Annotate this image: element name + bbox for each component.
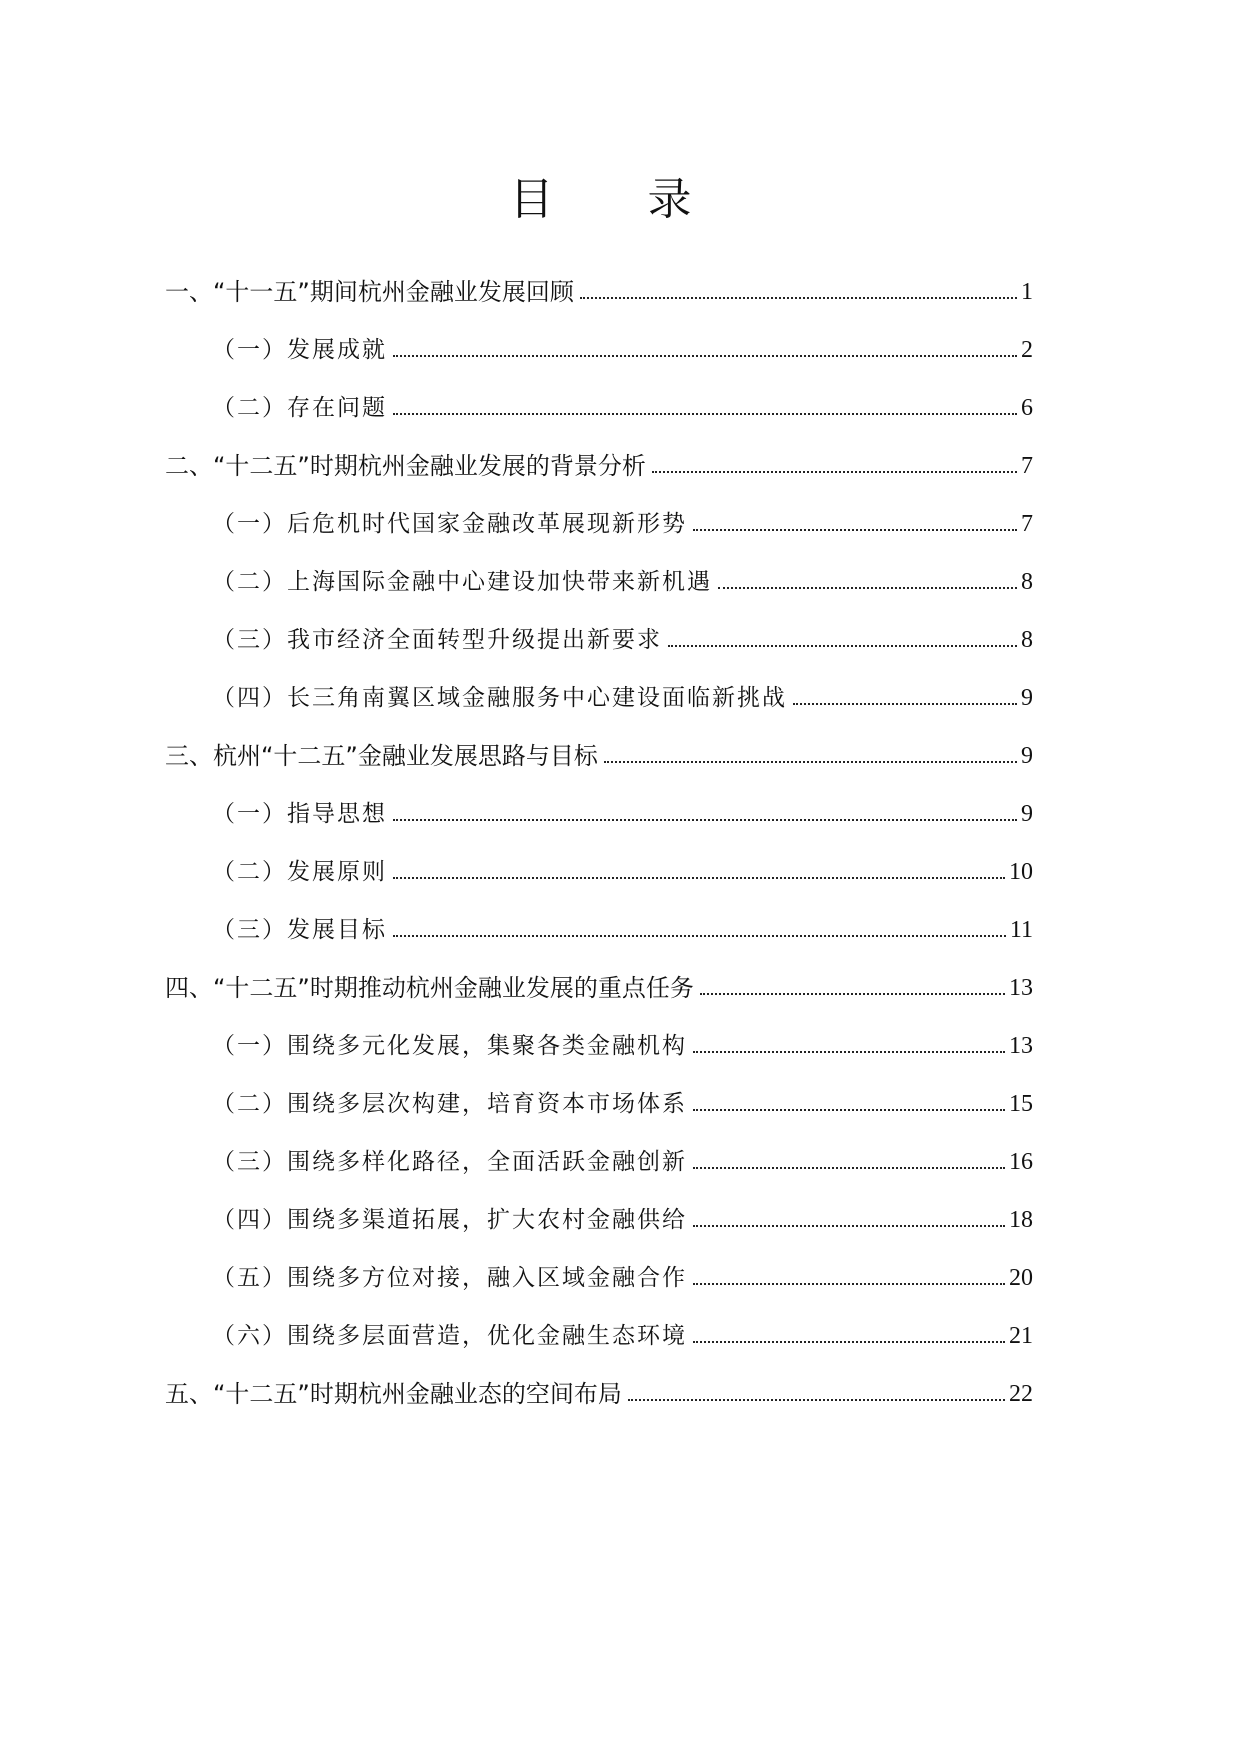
toc-entry[interactable] [165,442,1033,482]
toc-leader [393,412,1017,415]
toc-entry[interactable] [212,906,1033,946]
toc-leader [693,1282,1005,1285]
toc-entry[interactable] [212,1312,1033,1352]
toc-leader [693,528,1017,531]
toc-leader [693,1050,1005,1053]
toc-entry[interactable] [212,1254,1033,1294]
toc-entry-text: （二）围绕多层次构建，培育资本市场体系 [212,1091,687,1117]
toc-entry-text: （一）发展成就 [212,337,387,363]
toc-page-number: 13 [1009,1033,1033,1059]
toc-leader [700,992,1005,995]
toc-leader [693,1224,1005,1227]
toc-page-number: 1 [1021,279,1033,305]
toc-page-number: 11 [1009,917,1033,943]
toc-leader [393,354,1017,357]
toc-entry-text: （三）我市经济全面转型升级提出新要求 [212,627,662,653]
toc-entry[interactable] [165,964,1033,1004]
toc-entry-text: （一）指导思想 [212,801,387,827]
toc-page-number: 22 [1009,1381,1033,1407]
toc-entry-text: （一）后危机时代国家金融改革展现新形势 [212,511,687,537]
toc-entry[interactable] [212,790,1033,830]
toc-entry-text: 五、“十二五”时期杭州金融业态的空间布局 [165,1380,622,1408]
toc-leader [693,1340,1005,1343]
toc-entry-text: 三、杭州“十二五”金融业发展思路与目标 [165,742,598,770]
toc-entry[interactable] [212,1080,1033,1120]
toc-leader [628,1398,1005,1401]
toc-entry-text: （三）围绕多样化路径，全面活跃金融创新 [212,1149,687,1175]
toc-entry-text: 四、“十二五”时期推动杭州金融业发展的重点任务 [165,974,694,1002]
toc-page-number: 2 [1021,337,1033,363]
toc-leader [580,296,1017,299]
toc-entry-text: （四）长三角南翼区域金融服务中心建设面临新挑战 [212,685,787,711]
toc-entry[interactable] [212,848,1033,888]
toc-entry[interactable] [212,674,1033,714]
page-title: 目 录 [509,174,732,225]
toc-entry-text: （五）围绕多方位对接，融入区域金融合作 [212,1265,687,1291]
toc-page-number: 6 [1021,395,1033,421]
toc-entry-text: （一）围绕多元化发展，集聚各类金融机构 [212,1033,687,1059]
toc-entry-text: （二）上海国际金融中心建设加快带来新机遇 [212,569,712,595]
toc-leader [393,818,1017,821]
toc-leader [718,586,1017,589]
toc-page-number: 18 [1009,1207,1033,1233]
toc-entry[interactable] [212,558,1033,598]
toc-entry[interactable] [165,268,1033,308]
toc-leader [693,1108,1005,1111]
toc-page-number: 7 [1021,511,1033,537]
toc-entry[interactable] [165,732,1033,772]
toc-page-number: 20 [1009,1265,1033,1291]
toc-entry[interactable] [212,1022,1033,1062]
toc-leader [393,934,1006,937]
toc-entry[interactable] [165,1370,1033,1410]
toc-page-number: 8 [1021,569,1033,595]
toc-leader [604,760,1017,763]
toc-page-number: 7 [1021,453,1033,479]
toc-page-number: 8 [1021,627,1033,653]
toc-leader [668,644,1017,647]
toc-leader [793,702,1017,705]
toc-entry[interactable] [212,1196,1033,1236]
toc-entry-text: （三）发展目标 [212,917,387,943]
toc-leader [693,1166,1005,1169]
toc-page-number: 15 [1009,1091,1033,1117]
toc-entry[interactable] [212,616,1033,656]
toc-page-number: 9 [1021,743,1033,769]
toc-entry-text: （六）围绕多层面营造，优化金融生态环境 [212,1323,687,1349]
toc-page-number: 9 [1021,685,1033,711]
toc-page-number: 10 [1009,859,1033,885]
toc-leader [393,876,1005,879]
toc-page-number: 21 [1009,1323,1033,1349]
toc-entry-text: 一、“十一五”期间杭州金融业发展回顾 [165,278,574,306]
toc-entry-text: 二、“十二五”时期杭州金融业发展的背景分析 [165,452,646,480]
toc-entry-text: （四）围绕多渠道拓展，扩大农村金融供给 [212,1207,687,1233]
toc-leader [652,470,1017,473]
toc-entry[interactable] [212,500,1033,540]
toc-entry[interactable] [212,326,1033,366]
toc-page-number: 13 [1009,975,1033,1001]
toc-page-number: 16 [1009,1149,1033,1175]
toc-entry-text: （二）存在问题 [212,395,387,421]
toc-entry[interactable] [212,1138,1033,1178]
toc-entry-text: （二）发展原则 [212,859,387,885]
toc-page-number: 9 [1021,801,1033,827]
toc-entry[interactable] [212,384,1033,424]
